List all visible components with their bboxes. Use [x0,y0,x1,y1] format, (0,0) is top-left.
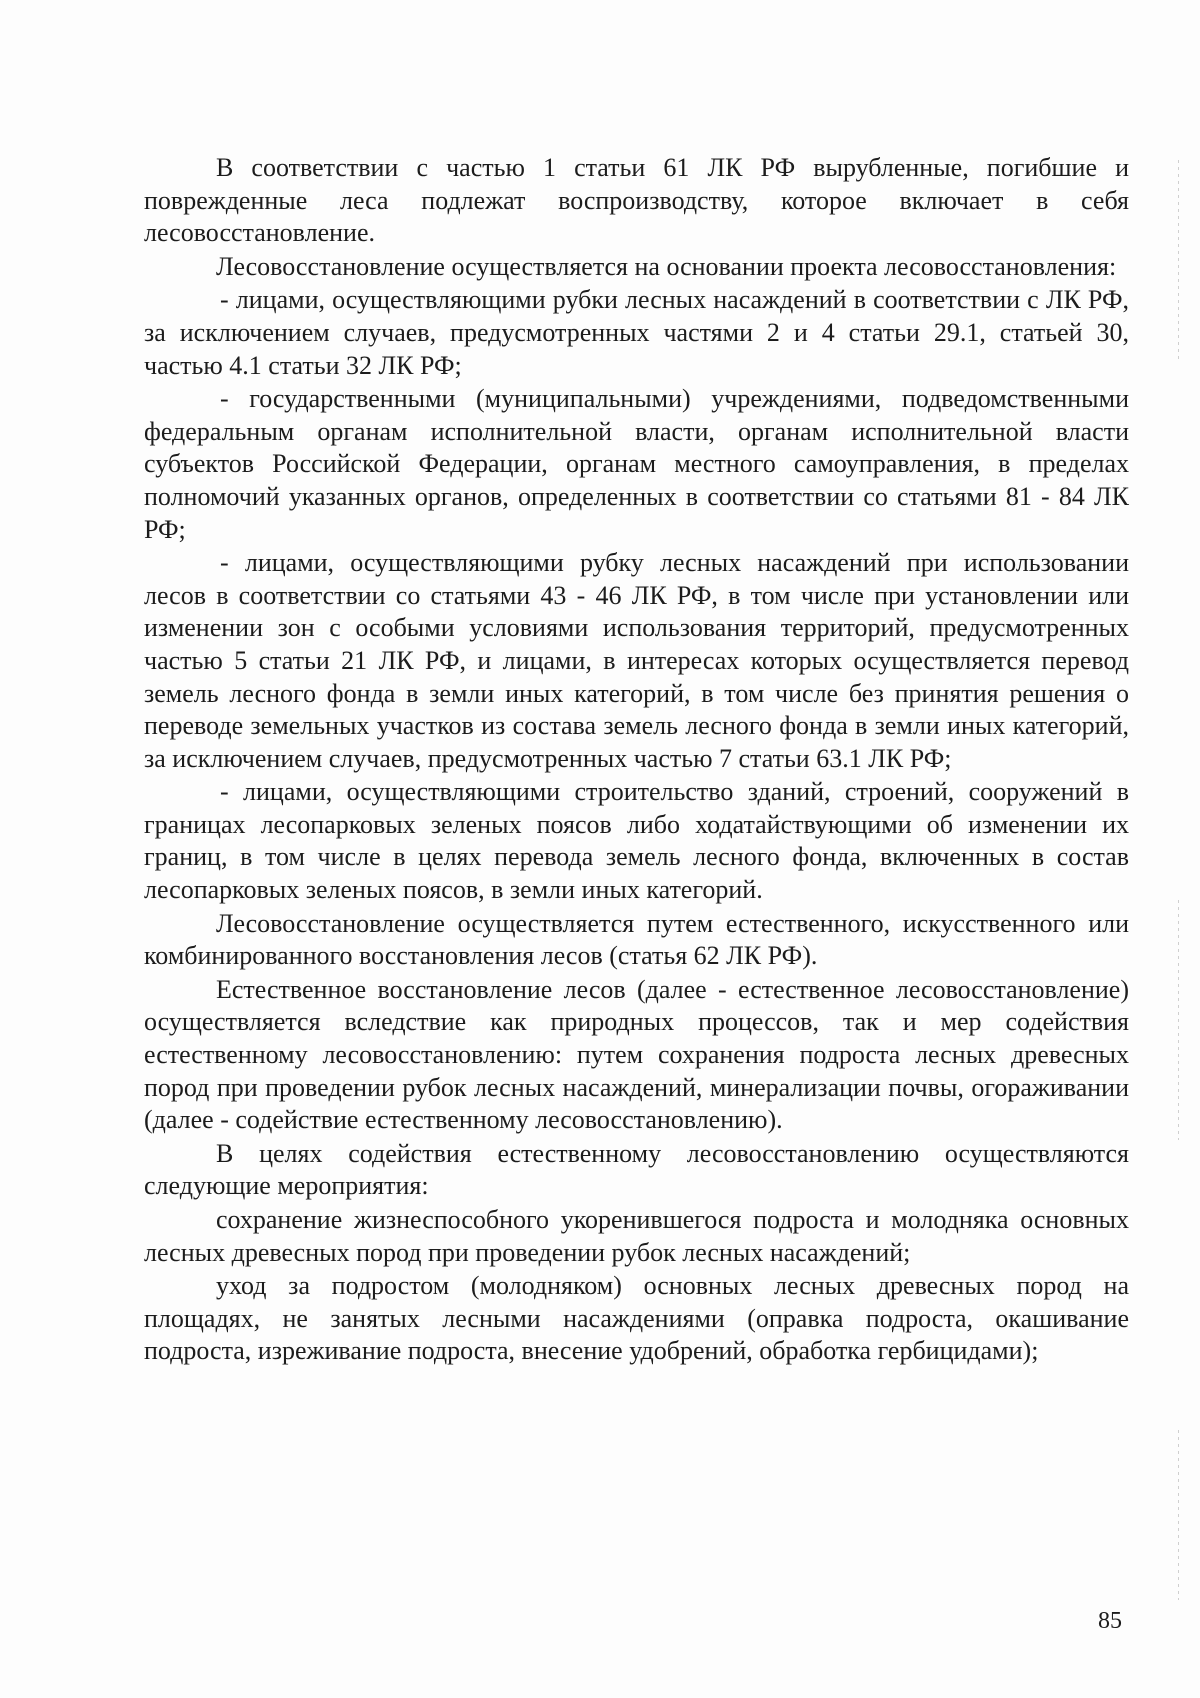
list-item: - государственными (муниципальными) учреждениями, подведомственными федеральным органам исполнительной власти, органам исполнительной власти субъектов Российской Федерации, органам местного самоуправления, в пределах полномочий указанных органов, определенных в соответствии со статьями 81 - 84 ЛК РФ; [144,384,1129,544]
list-item: - лицами, осуществляющими рубку лесных насаждений при использовании лесов в соответствии со статьями 43 - 46 ЛК РФ, в том числе при установлении или изменении зон с особыми условиями использования территорий, предусмотренных частью 5 статьи 21 ЛК РФ, и лицами, в интересах которых осуществляется перевод земель лесного фонда в земли иных категорий, в том числе без принятия решения о переводе земельных участков из состава земель лесного фонда в земли иных категорий, за исключением случаев, предусмотренных частью 7 статьи 63.1 ЛК РФ; [144,548,1129,773]
paragraph: Лесовосстановление осуществляется на основании проекта лесовосстановления: [216,251,1117,281]
paragraph: В соответствии с частью 1 статьи 61 ЛК РФ вырубленные, погибшие и поврежденные леса подлежат воспроизводству, которое включает в себя лесовосстановление. [144,153,1129,248]
paragraph: В целях содействия естественному лесовосстановлению осуществляются следующие мероприятия: [144,1138,1129,1201]
paragraph: Лесовосстановление осуществляется путем естественного, искусственного или комбинированного восстановления лесов (статья 62 ЛК РФ). [144,908,1129,971]
list-item: уход за подростом (молодняком) основных лесных древесных пород на площадях, не занятых лесными насаждениями (оправка подроста, окашивание подроста, изреживание подроста, внесение удобрений, обработка гербицидами); [144,1271,1129,1366]
scan-artifact [1178,1430,1179,1600]
scan-artifact [1178,160,1179,360]
list-item: - лицами, осуществляющими рубки лесных насаждений в соответствии с ЛК РФ, за исключением случаев, предусмотренных частями 2 и 4 статьи 29.1, статьей 30, частью 4.1 статьи 32 ЛК РФ; [144,285,1129,380]
document-body [144,152,1129,1369]
paragraph: Естественное восстановление лесов (далее - естественное лесовосстановление) осуществляется вследствие как природных процессов, так и мер содействия естественному лесовосстановлению: путем сохранения подроста лесных древесных пород при проведении рубок лесных насаждений, минерализации почвы, огораживании (далее - содействие естественному лесовосстановлению). [144,974,1129,1135]
page-number: 85 [1098,1608,1122,1634]
scan-artifact [1178,900,1179,1140]
list-item: - лицами, осуществляющими строительство зданий, строений, сооружений в границах лесопарковых зеленых поясов либо ходатайствующими об изменении их границ, в том числе в целях перевода земель лесного фонда, включенных в состав лесопарковых зеленых поясов, в земли иных категорий. [144,777,1129,905]
list-item: сохранение жизнеспособного укоренившегося подроста и молодняка основных лесных древесных пород при проведении рубок лесных насаждений; [144,1205,1129,1267]
